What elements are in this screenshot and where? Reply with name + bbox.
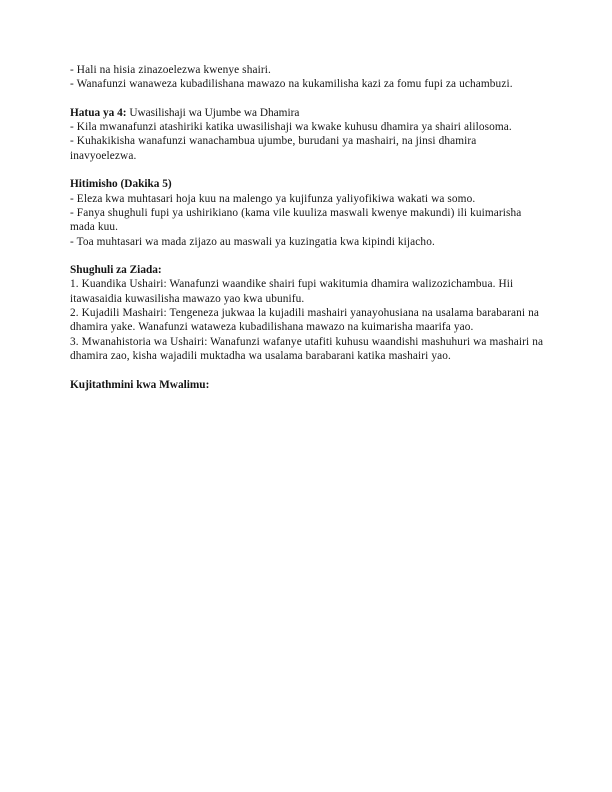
list-item: - Eleza kwa muhtasari hoja kuu na malengo ya kujifunza yaliyofikiwa wakati wa somo. (70, 192, 476, 205)
bullet-list-intro (70, 63, 544, 92)
section-kujitathmini (70, 378, 544, 392)
section-heading (70, 106, 544, 120)
section-shughuli-za-ziada (70, 263, 547, 363)
paragraph-spacer (70, 163, 544, 177)
section-hitimisho (70, 177, 544, 248)
list-item: - Kuhakikisha wanafunzi wanachambua ujumbe, burudani ya mashairi, na jinsi dhamira inavyoelezwa. (70, 135, 480, 162)
list-item: 3. Mwanahistoria wa Ushairi: Wanafunzi wafanye utafiti kuhusu waandishi mashuhuri wa mashairi na dhamira zao, kisha wajadili muktadha wa usalama barabarani katika mashairi yao. (70, 335, 547, 362)
section-heading: Hitimisho (Dakika 5) (70, 178, 172, 191)
paragraph-spacer (70, 249, 544, 263)
list-item: - Toa muhtasari wa mada zijazo au maswali ya kuzingatia kwa kipindi kijacho. (70, 235, 435, 248)
section-heading-label: Hatua ya 4: (70, 106, 127, 119)
section-heading-rest: Uwasilishaji wa Ujumbe wa Dhamira (126, 106, 300, 119)
paragraph-spacer (70, 363, 544, 377)
section-heading: Shughuli za Ziada: (70, 264, 162, 277)
document-body (70, 63, 547, 392)
list-item: - Kila mwanafunzi atashiriki katika uwasilishaji wa kwake kuhusu dhamira ya shairi alilosoma. (70, 121, 512, 134)
list-item: - Fanya shughuli fupi ya ushirikiano (kama vile kuuliza maswali kwenye makundi) ili kuimarisha mada kuu. (70, 206, 525, 234)
section-hatua-ya-4 (70, 106, 544, 163)
paragraph-spacer (70, 92, 544, 106)
list-item: - Hali na hisia zinazoelezwa kwenye shairi. (70, 64, 271, 76)
section-heading: Kujitathmini kwa Mwalimu: (70, 378, 210, 391)
list-item: 1. Kuandika Ushairi: Wanafunzi waandike shairi fupi wakitumia dhamira walizozichambua. Hii itawasaidia kuwasilisha mawazo yao kwa ubunifu. (70, 278, 517, 305)
list-item: - Wanafunzi wanaweza kubadilishana mawazo na kukamilisha kazi za fomu fupi za uchambuzi. (70, 78, 513, 91)
list-item: 2. Kujadili Mashairi: Tengeneza jukwaa la kujadili mashairi yanayohusiana na usalama barabarani na dhamira yake. Wanafunzi wataweza kubadilishana mawazo na kuimarisha maarifa yao. (70, 307, 542, 334)
